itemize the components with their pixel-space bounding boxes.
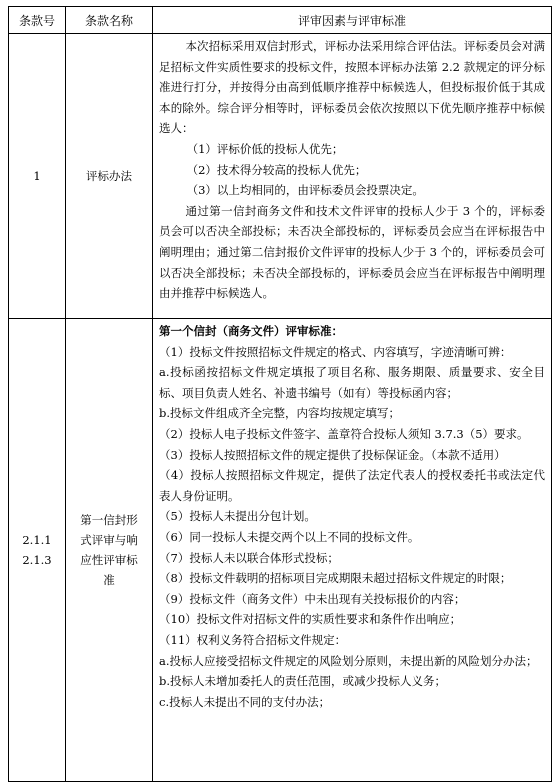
table-row: [9, 34, 552, 319]
clause-number: [9, 319, 66, 782]
criteria-line: （5）投标人未提出分包计划。: [159, 509, 316, 524]
criteria-cell: [153, 34, 552, 319]
header-clause-name: 条款名称: [66, 7, 153, 34]
criteria-line: （8）投标文件载明的招标项目完成期限未超过招标文件规定的时限；: [159, 571, 512, 586]
table-row: [9, 319, 552, 782]
criteria-cell: [153, 319, 552, 782]
criteria-line: （9）投标文件（商务文件）中未出现有关投标报价的内容；: [159, 591, 466, 606]
criteria-heading: 第一个信封（商务文件）评审标准：: [159, 324, 343, 338]
criteria-line: （2）投标人电子投标文件签字、盖章符合投标人须知 3.7.3（5）要求。: [159, 426, 529, 441]
clause-number: 1: [9, 34, 66, 319]
criteria-item: （1）评标价低的投标人优先；: [186, 141, 344, 156]
criteria-line: （11）权利义务符合招标文件规定：: [159, 632, 347, 647]
criteria-line: c.投标人未提出不同的支付办法；: [159, 694, 331, 709]
criteria-line: （3）投标人按照招标文件的规定提供了投标保证金。（本款不适用）: [159, 447, 506, 462]
criteria-item: （3）以上均相同的，由评标委员会投票决定。: [186, 183, 424, 198]
criteria-line: （4）投标人按照招标文件规定，提供了法定代表人的授权委托书或法定代表人身份证明。: [159, 468, 545, 503]
criteria-paragraph: 通过第一信封商务文件和技术文件评审的投标人少于 3 个的，评标委员会可以否决全部投标；未否决全部投标的，评标委员会应当在评标报告中阐明理由；通过第二信封报价文件评审的投标人少于 3 个的，评标委员会可以否决全部投标；未否决全部投标的，评标委员会应当在评标报告中阐明理由并推荐中标候选人。: [159, 203, 545, 301]
clause-name: 第一信封形式评审与响应性评审标准: [66, 319, 153, 782]
clause-number-line: 2.1.3: [22, 553, 52, 567]
criteria-line: b.投标文件组成齐全完整，内容均按规定填写；: [159, 406, 401, 421]
table-header-row: [9, 7, 552, 34]
criteria-item: （2）技术得分较高的投标人优先；: [186, 162, 367, 177]
criteria-line: b.投标人未增加委托人的责任范围，或减少投标人义务；: [159, 674, 447, 689]
criteria-line: （10）投标文件对招标文件的实质性要求和条件作出响应；: [159, 612, 462, 627]
header-clause-number: 条款号: [9, 7, 66, 34]
clause-number-line: 2.1.1: [22, 533, 52, 547]
criteria-line: a.投标函按招标文件规定填报了项目名称、服务期限、质量要求、安全目标、项目负责人姓名、补遗书编号（如有）等投标函内容；: [159, 365, 545, 400]
criteria-line: （1）投标文件按照招标文件规定的格式、内容填写，字迹清晰可辨：: [159, 344, 512, 359]
header-criteria: 评审因素与评审标准: [153, 7, 552, 34]
criteria-line: a.投标人应接受招标文件规定的风险划分原则，未提出新的风险划分办法；: [159, 653, 538, 668]
criteria-paragraph: 本次招标采用双信封形式，评标办法采用综合评估法。评标委员会对满足招标文件实质性要求的投标文件，按照本评标办法第 2.2 款规定的评分标准进行打分，并按得分由高到低顺序推荐中标候选人，但投标报价低于其成本的除外。综合评分相等时，评标委员会依次按照以下优先顺序推荐中标候选人：: [159, 39, 545, 136]
criteria-line: （7）投标人未以联合体形式投标；: [159, 550, 339, 565]
evaluation-criteria-table: [8, 6, 552, 782]
criteria-line: （6）同一投标人未提交两个以上不同的投标文件。: [159, 529, 420, 544]
clause-name: 评标办法: [66, 34, 153, 319]
